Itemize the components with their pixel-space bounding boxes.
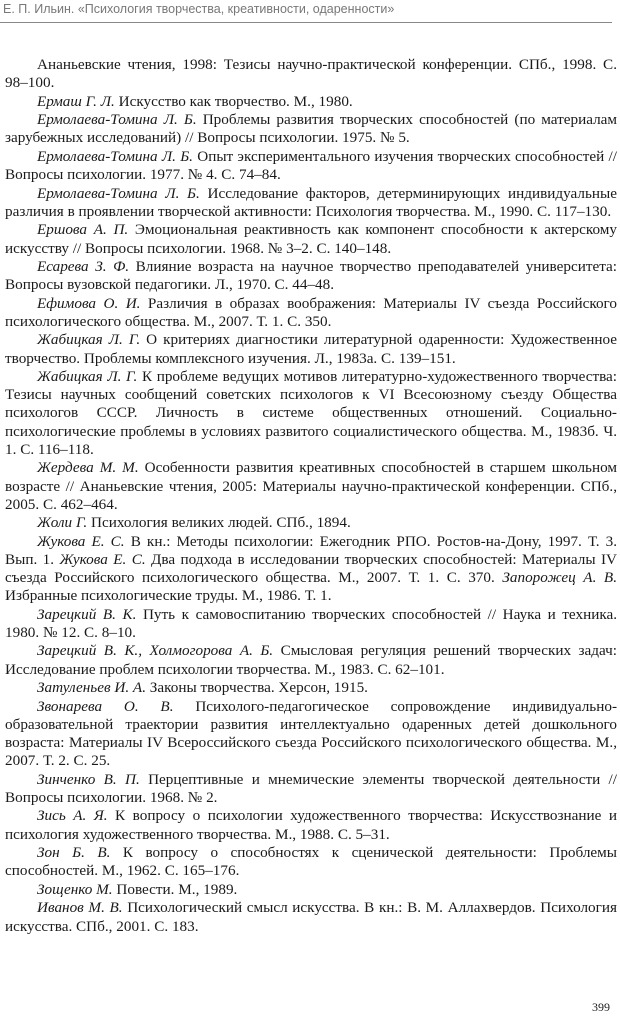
reference-text: Различия в образах воображения: Материалы IV съезда Российского психологического общества. М., 2007. Т. 1. С. 350. [5, 294, 617, 330]
reference-entry [5, 185, 617, 221]
reference-text: Эмоциональная реактивность как компонент способности к актерскому искусству // Вопросы психологии. 1968. № 3–2. С. 140–148. [5, 221, 617, 257]
reference-text: Ананьевские чтения, 1998: Тезисы научно-практической конференции. СПб., 1998. С. 98–100. [5, 56, 617, 92]
reference-text: Повести. М., 1989. [112, 880, 238, 898]
reference-author: Есарева З. Ф. [37, 258, 130, 276]
reference-author: Зощенко М. [37, 880, 113, 898]
reference-text: Психология великих людей. СПб., 1894. [87, 514, 351, 532]
reference-text: В кн.: Методы психологии: Ежегодник РПО. Ростов-на-Дону, 1997. Т. 3. Вып. 1. [5, 532, 617, 568]
bibliography-list [5, 56, 617, 936]
reference-author: Ермаш Г. Л. [37, 92, 115, 110]
reference-entry [5, 881, 617, 899]
reference-entry [5, 807, 617, 843]
reference-text: Искусство как творчество. М., 1980. [114, 92, 353, 110]
reference-author: Жукова Е. С. [59, 550, 146, 568]
reference-text: Исследование факторов, детерминирующих индивидуальные различия в проявлении творческой активности: Психология творчества. М., 1990. С. 117–130. [5, 184, 618, 220]
reference-text: Путь к самовоспитанию творческих способностей // Наука и техника. 1980. № 12. С. 8–10. [5, 605, 618, 641]
reference-entry [5, 459, 617, 513]
reference-entry [5, 368, 617, 459]
reference-text: К вопросу о способностях к сценической деятельности: Проблемы способностей. М., 1962. С. 165–176. [5, 844, 617, 880]
reference-author: Жукова Е. С. [37, 532, 125, 550]
reference-entry [5, 148, 617, 184]
reference-entry [5, 679, 617, 697]
reference-author: Жабицкая Л. Г. [37, 368, 138, 386]
reference-text: Два подхода в исследовании творческих способностей: Материалы IV съезда Российского психологического общества. М., 2007. Т. 1. С. 370. [5, 550, 617, 587]
reference-author: Запорожец А. В. [502, 569, 618, 587]
running-title: Е. П. Ильин. «Психология творчества, креативности, одаренности» [3, 2, 395, 16]
reference-entry [5, 331, 617, 367]
reference-entry [5, 221, 617, 257]
reference-author: Жабицкая Л. Г. [37, 331, 141, 349]
reference-text: К проблеме ведущих мотивов литературно-художественного творчества: Тезисы научных сообщений советских психологов к VI Всесоюзному съезду Общества психологов СССР. Личность в системе общественных отношений. Социально-психологические проблемы в условиях развитого социалистического общества. М., 1983б. Ч. 1. С. 116–118. [5, 368, 618, 458]
reference-text: К вопросу о психологии художественного творчества: Искусствознание и психология художественного творчества. М., 1988. С. 5–31. [5, 807, 617, 843]
running-header [0, 0, 620, 22]
reference-entry [5, 111, 617, 147]
reference-entry [5, 606, 617, 642]
reference-entry [5, 899, 617, 935]
page-number: 399 [592, 1000, 610, 1014]
reference-text: О критериях диагностики литературной одаренности: Художественное творчество. Проблемы комплексного изучения. Л., 1983а. С. 139–151. [5, 331, 617, 367]
reference-text: Особенности развития креативных способностей в старшем школьном возрасте // Ананьевские чтения, 2005: Материалы научно-практической конференции. СПб., 2005. С. 462–464. [5, 459, 617, 513]
reference-author: Ефимова О. И. [37, 294, 141, 312]
reference-entry [5, 258, 617, 294]
reference-text: Психологический смысл искусства. В кн.: В. М. Аллахвердов. Психология искусства. СПб., 2001. С. 183. [5, 899, 617, 935]
reference-entry [5, 698, 617, 771]
reference-entry [5, 771, 617, 807]
reference-author: Зинченко В. П. [37, 770, 140, 788]
reference-text: Избранные психологические труды. М., 1986. Т. 1. [5, 587, 332, 605]
reference-entry [5, 514, 617, 532]
reference-author: Ермолаева-Томина Л. Б. [37, 147, 193, 165]
reference-author: Ермолаева-Томина Л. Б. [37, 111, 197, 129]
reference-text: Законы творчества. Херсон, 1915. [146, 679, 368, 697]
reference-text: Смысловая регуляция решений творческих задач: Исследование проблем психологии творчества. М., 1983. С. 62–101. [5, 642, 617, 678]
reference-author: Зарецкий В. К., Холмогорова А. Б. [37, 642, 274, 660]
reference-entry [5, 844, 617, 880]
reference-text: Проблемы развития творческих способностей (по материалам зарубежных исследований) // Вопросы психологии. 1975. № 5. [5, 111, 618, 147]
reference-author: Зись А. Я. [37, 807, 108, 825]
reference-text: Влияние возраста на научное творчество преподавателей университета: Вопросы вузовской педагогики. Л., 1970. С. 44–48. [5, 258, 617, 294]
header-rule [0, 22, 612, 23]
reference-entry [5, 295, 617, 331]
reference-entry [5, 533, 617, 606]
reference-author: Ермолаева-Томина Л. Б. [37, 184, 200, 202]
reference-author: Иванов М. В. [37, 899, 123, 917]
reference-text: Перцептивные и мнемические элементы творческой деятельности // Вопросы психологии. 1968. № 2. [5, 770, 617, 806]
reference-text: Опыт экспериментального изучения творческих способностей // Вопросы психологии. 1977. № 4. С. 74–84. [5, 147, 617, 184]
reference-author: Ершова А. П. [37, 221, 129, 239]
reference-entry [5, 93, 617, 111]
reference-author: Затуленьев И. А. [37, 679, 146, 697]
reference-entry [5, 56, 617, 92]
reference-text: Психолого-педагогическое сопровождение индивидуально-образовательной траектории развития интеллектуально одаренных детей дошкольного возраста: Материалы IV Всероссийского съезда Российского психологического общества. М., 2007. Т. 2. С. 25. [5, 697, 618, 770]
reference-author: Звонарева О. В. [37, 697, 174, 715]
reference-author: Зарецкий В. К. [37, 605, 137, 623]
reference-author: Зон Б. В. [37, 844, 111, 862]
reference-author: Жоли Г. [37, 514, 88, 532]
reference-entry [5, 642, 617, 678]
reference-author: Жердева М. М. [37, 459, 139, 477]
